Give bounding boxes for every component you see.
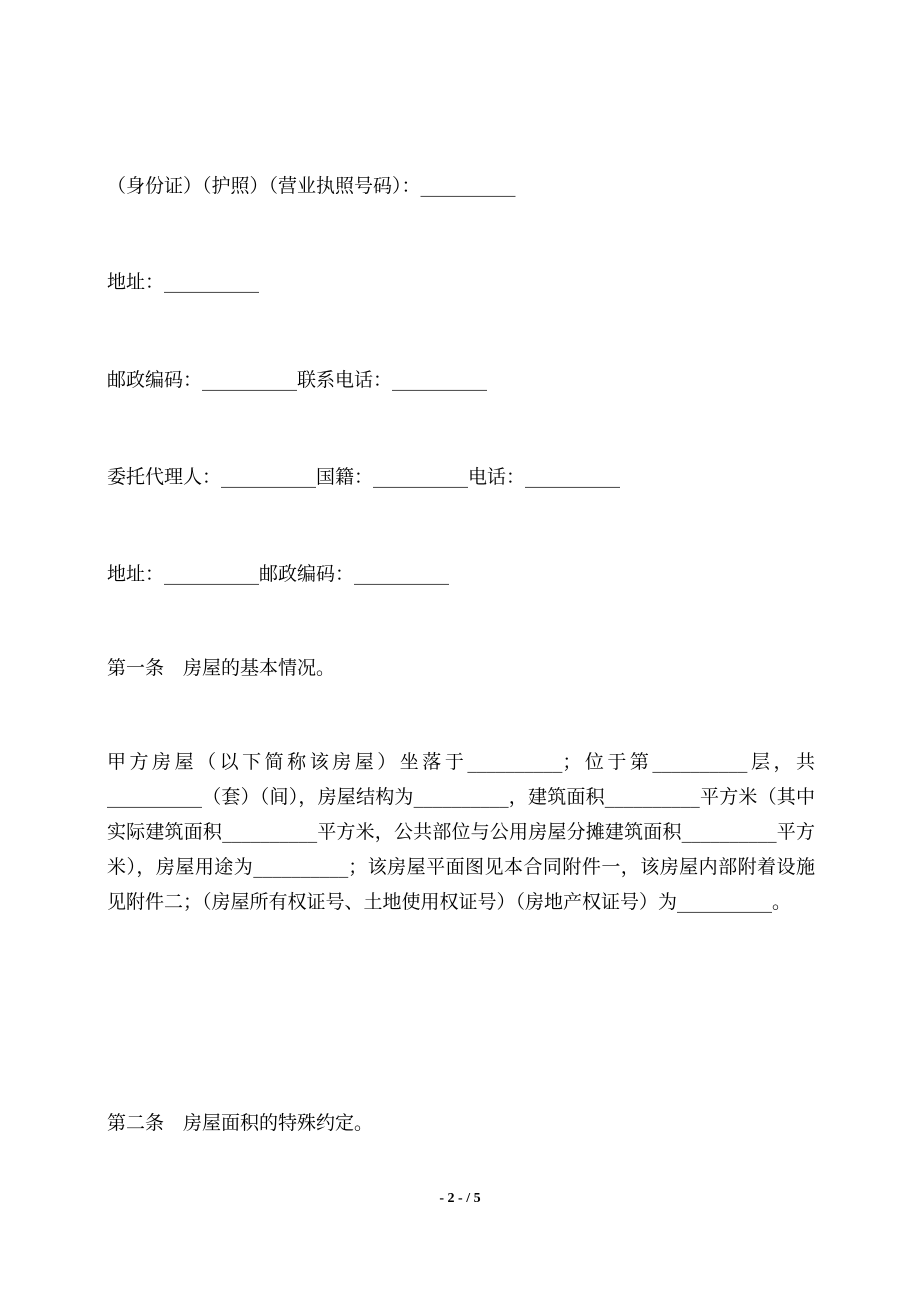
article-1-body: 甲方房屋（以下简称该房屋）坐落于__________；位于第__________层，共__________（套）（间），房屋结构为__________，建筑面积__________平方米（其中实际建筑面积__________平方米，公共部位与公用房屋分摊建筑面积__________平方米），房屋用途为__________；该房屋平面图见本合同附件一，该房屋内部附着设施见附件二；（房屋所有权证号、土地使用权证号）（房地产权证号）为__________。 [107,751,815,913]
article-1-heading: 第一条 房屋的基本情况。 [107,657,336,679]
page-indicator: - 2 - / 5 [439,1191,481,1206]
agent-address-line: 地址：__________邮政编码：__________ [107,563,450,585]
agent-line: 委托代理人：__________国籍：__________电话：__________ [107,466,621,488]
id-number-line: （身份证）（护照）（营业执照号码）：__________ [107,175,516,197]
address-line: 地址：__________ [107,271,260,293]
postal-phone-line: 邮政编码：__________联系电话：__________ [107,369,488,391]
article-2-heading: 第二条 房屋面积的特殊约定。 [107,1112,374,1134]
